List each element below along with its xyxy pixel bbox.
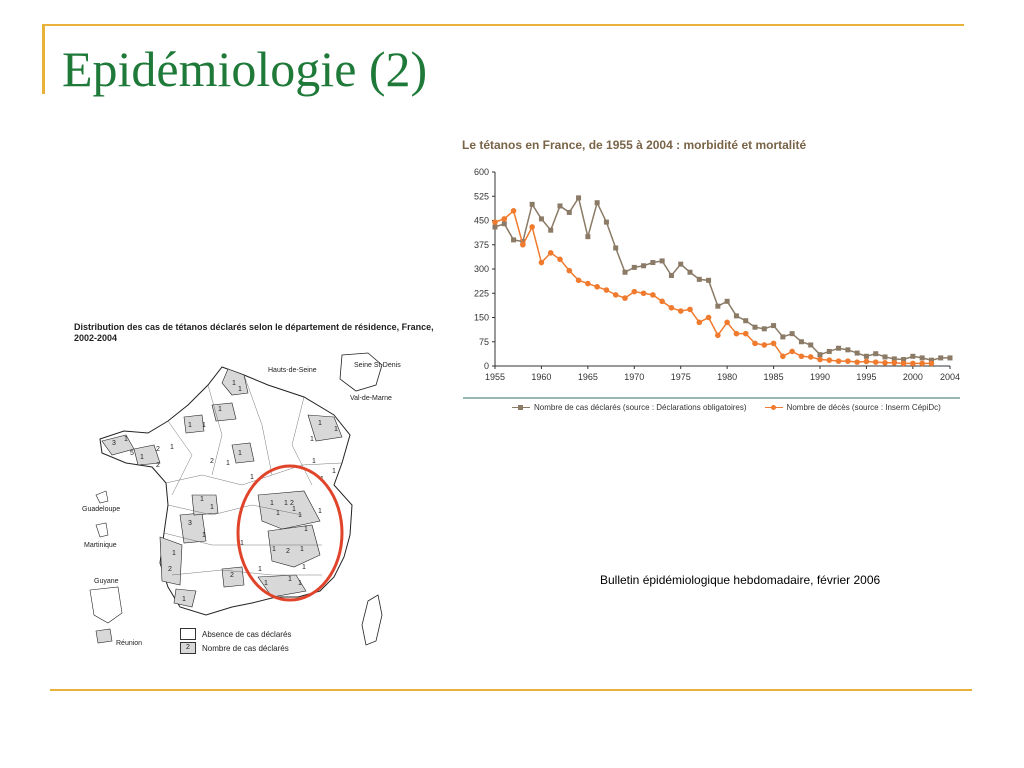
- dept-count: 1: [284, 500, 288, 507]
- data-point-deaths: [659, 299, 665, 305]
- dept-count: 2: [168, 566, 172, 573]
- data-point-deaths: [780, 354, 786, 360]
- data-point-deaths: [548, 250, 554, 256]
- data-point-deaths: [845, 358, 851, 364]
- dept-count: 1: [182, 596, 186, 603]
- data-point-cases: [771, 323, 776, 328]
- y-tick-label: 375: [473, 239, 489, 250]
- dept-count: 1: [258, 566, 262, 573]
- map-title: Distribution des cas de tétanos déclarés selon le département de résidence, France, 2002-2004: [74, 322, 434, 343]
- data-point-deaths: [724, 320, 730, 326]
- y-tick-label: 0: [483, 361, 489, 371]
- data-point-deaths: [529, 224, 535, 230]
- x-tick-label: 1965: [577, 372, 598, 382]
- data-point-cases: [827, 349, 832, 354]
- data-point-cases: [734, 313, 739, 318]
- data-point-cases: [836, 346, 841, 351]
- data-point-cases: [948, 355, 953, 360]
- series-line-0: [495, 198, 950, 360]
- data-point-cases: [920, 355, 925, 360]
- martinique-shape: [96, 523, 108, 537]
- dept-count: 1: [300, 546, 304, 553]
- data-point-cases: [715, 304, 720, 309]
- dept-count: 1: [140, 454, 144, 461]
- label-val-de-marne: Val-de-Marne: [350, 395, 392, 402]
- dept-count: 1: [250, 474, 254, 481]
- data-point-deaths: [891, 360, 897, 366]
- title-accent-bar: [42, 24, 45, 94]
- data-point-cases: [678, 262, 683, 267]
- data-point-deaths: [752, 341, 758, 347]
- data-point-deaths: [789, 349, 795, 355]
- data-point-cases: [493, 224, 498, 229]
- data-point-cases: [883, 354, 888, 359]
- dept-count: 1: [318, 420, 322, 427]
- data-point-cases: [845, 347, 850, 352]
- data-point-deaths: [576, 278, 582, 284]
- x-tick-label: 1975: [670, 372, 691, 382]
- data-point-deaths: [761, 342, 767, 348]
- data-point-deaths: [585, 281, 591, 287]
- top-divider: [42, 24, 964, 26]
- dept-count: 3: [188, 520, 192, 527]
- data-point-cases: [753, 325, 758, 330]
- dept-count: 1: [276, 510, 280, 517]
- data-point-cases: [585, 234, 590, 239]
- data-point-cases: [725, 299, 730, 304]
- corsica-shape: [362, 595, 382, 645]
- data-point-cases: [873, 351, 878, 356]
- data-point-cases: [808, 342, 813, 347]
- data-point-deaths: [929, 361, 935, 367]
- source-caption: Bulletin épidémiologique hebdomadaire, février 2006: [600, 573, 881, 587]
- x-tick-label: 1985: [763, 372, 784, 382]
- data-point-deaths: [743, 331, 749, 337]
- x-tick-label: 1980: [717, 372, 738, 382]
- data-point-deaths: [539, 260, 545, 266]
- paris-inset-outline: [340, 353, 382, 391]
- data-point-cases: [539, 216, 544, 221]
- x-tick-label: 2000: [902, 372, 923, 382]
- data-point-cases: [790, 331, 795, 336]
- y-tick-label: 450: [473, 215, 489, 226]
- data-point-cases: [743, 318, 748, 323]
- label-seine-st-denis: Seine St-Denis: [354, 362, 401, 369]
- dept-count: 2: [156, 462, 160, 469]
- data-point-deaths: [910, 361, 916, 367]
- dept-count: 1: [304, 526, 308, 533]
- dept-count: 1: [318, 508, 322, 515]
- x-tick-label: 1960: [531, 372, 552, 382]
- y-tick-label: 600: [473, 167, 489, 177]
- data-point-cases: [641, 263, 646, 268]
- data-point-deaths: [826, 357, 832, 363]
- legend-row-absence: [180, 627, 291, 641]
- data-point-deaths: [631, 289, 637, 295]
- data-point-deaths: [901, 361, 907, 367]
- data-point-deaths: [854, 359, 860, 365]
- series-line-1: [495, 211, 931, 364]
- data-point-deaths: [817, 357, 823, 363]
- legend-empty-swatch: [180, 628, 196, 640]
- legend-absence-label: Absence de cas déclarés: [202, 629, 292, 639]
- label-martinique: Martinique: [84, 542, 117, 549]
- data-point-cases: [799, 339, 804, 344]
- data-point-deaths: [882, 360, 888, 366]
- data-point-cases: [762, 326, 767, 331]
- x-tick-label: 1995: [856, 372, 877, 382]
- data-point-cases: [613, 245, 618, 250]
- dept-count: 1: [238, 450, 242, 457]
- data-point-cases: [576, 195, 581, 200]
- data-point-cases: [650, 260, 655, 265]
- data-point-deaths: [492, 219, 498, 225]
- y-tick-label: 525: [473, 191, 489, 202]
- x-tick-label: 1955: [484, 372, 506, 382]
- bottom-divider: [50, 689, 972, 691]
- legend-cases-label: Nombre de cas déclarés (source : Déclarations obligatoires): [534, 403, 747, 412]
- data-point-cases: [688, 270, 693, 275]
- dept-count: 1: [232, 380, 236, 387]
- dept-count: 3: [112, 440, 116, 447]
- data-point-cases: [910, 354, 915, 359]
- data-point-cases: [595, 200, 600, 205]
- dept-count: 1: [288, 576, 292, 583]
- legend-count-label: Nombre de cas déclarés: [202, 643, 289, 653]
- dept-count: 1: [334, 426, 338, 433]
- data-point-cases: [780, 334, 785, 339]
- data-point-deaths: [511, 208, 517, 214]
- data-point-cases: [623, 270, 628, 275]
- data-point-deaths: [715, 332, 721, 338]
- data-point-deaths: [799, 354, 805, 360]
- label-hauts-de-seine: Hauts-de-Seine: [268, 367, 317, 374]
- dept-count: 1: [200, 496, 204, 503]
- dept-count: 1: [210, 504, 214, 511]
- data-point-cases: [706, 278, 711, 283]
- x-tick-label: 1970: [624, 372, 645, 382]
- label-reunion: Réunion: [116, 640, 143, 647]
- data-point-deaths: [622, 295, 628, 301]
- dept-count: 1: [292, 506, 296, 513]
- data-point-deaths: [706, 315, 712, 321]
- dept-count: 2: [210, 458, 214, 465]
- data-point-deaths: [873, 359, 879, 365]
- dept-count: 1: [272, 546, 276, 553]
- data-point-cases: [502, 221, 507, 226]
- data-point-deaths: [566, 268, 572, 274]
- data-point-deaths: [687, 307, 693, 313]
- data-point-deaths: [650, 292, 656, 298]
- data-point-deaths: [641, 290, 647, 296]
- dept-count: 1: [218, 406, 222, 413]
- data-point-cases: [818, 352, 823, 357]
- data-point-deaths: [520, 242, 526, 248]
- dept-count: 2: [230, 572, 234, 579]
- dept-count: 1: [264, 580, 268, 587]
- data-point-cases: [938, 355, 943, 360]
- data-point-deaths: [604, 287, 610, 293]
- chart-title: Le tétanos en France, de 1955 à 2004 : morbidité et mortalité: [462, 138, 807, 152]
- dept-count: 2: [156, 446, 160, 453]
- data-point-deaths: [919, 361, 925, 367]
- y-tick-label: 75: [478, 336, 489, 347]
- chart-legend: [512, 403, 941, 412]
- data-point-cases: [511, 237, 516, 242]
- dept-count: 1: [332, 468, 336, 475]
- dept-count: 1: [310, 436, 314, 443]
- legend-row-count: [180, 641, 291, 655]
- slide-title: Epidémiologie (2): [62, 41, 428, 97]
- x-tick-label: 1990: [809, 372, 831, 382]
- legend-shaded-swatch: 2: [180, 642, 196, 654]
- data-point-cases: [558, 203, 563, 208]
- data-point-cases: [669, 273, 674, 278]
- data-point-deaths: [669, 305, 675, 311]
- map-legend: [180, 627, 291, 655]
- legend-cases-swatch: [512, 404, 530, 412]
- dept-count: 1: [170, 444, 174, 451]
- dept-count: 1: [172, 550, 176, 557]
- data-point-cases: [660, 258, 665, 263]
- data-point-deaths: [771, 341, 777, 347]
- data-point-cases: [697, 277, 702, 282]
- dept-count: 2: [290, 500, 294, 507]
- tetanus-line-chart: [455, 160, 965, 400]
- data-point-deaths: [864, 359, 870, 365]
- dept-count: 1: [202, 422, 206, 429]
- dept-count: 1: [124, 436, 128, 443]
- x-tick-label: 2004: [939, 372, 961, 382]
- data-point-cases: [548, 228, 553, 233]
- dept-count: 1: [240, 540, 244, 547]
- dept-count: 1: [202, 532, 206, 539]
- dept-count: 1: [298, 580, 302, 587]
- data-point-deaths: [836, 358, 842, 364]
- data-point-deaths: [557, 257, 563, 263]
- y-tick-label: 300: [473, 264, 489, 274]
- dept-count: 1: [238, 386, 242, 393]
- y-tick-label: 225: [473, 288, 489, 299]
- france-department-map: [72, 345, 401, 655]
- label-guadeloupe: Guadeloupe: [82, 506, 121, 513]
- dept-count: 1: [312, 458, 316, 465]
- data-point-cases: [864, 354, 869, 359]
- data-point-cases: [530, 202, 535, 207]
- legend-deaths-swatch: [765, 404, 783, 412]
- data-point-deaths: [594, 284, 600, 290]
- guyane-shape: [90, 587, 122, 623]
- dept-count: 2: [286, 548, 290, 555]
- data-point-cases: [632, 265, 637, 270]
- dept-count: 1: [302, 564, 306, 571]
- dept-count: 1: [226, 460, 230, 467]
- data-point-cases: [567, 210, 572, 215]
- legend-deaths-label: Nombre de décès (source : Inserm CépiDc): [786, 403, 941, 412]
- data-point-cases: [855, 351, 860, 356]
- dept-count: 1: [188, 422, 192, 429]
- label-guyane: Guyane: [94, 578, 119, 585]
- data-point-deaths: [501, 216, 507, 222]
- dept-count: 1: [270, 500, 274, 507]
- reunion-shape: [96, 629, 112, 643]
- data-point-deaths: [734, 331, 740, 337]
- y-tick-label: 150: [473, 312, 489, 323]
- data-point-deaths: [613, 292, 619, 298]
- data-point-deaths: [678, 308, 684, 314]
- data-point-cases: [604, 220, 609, 225]
- dept-count: 5: [130, 450, 134, 457]
- data-point-deaths: [808, 354, 814, 360]
- data-point-deaths: [696, 320, 702, 326]
- dept-count: 1: [320, 476, 324, 483]
- guadeloupe-shape: [96, 491, 108, 503]
- dept-count: 1: [298, 512, 302, 519]
